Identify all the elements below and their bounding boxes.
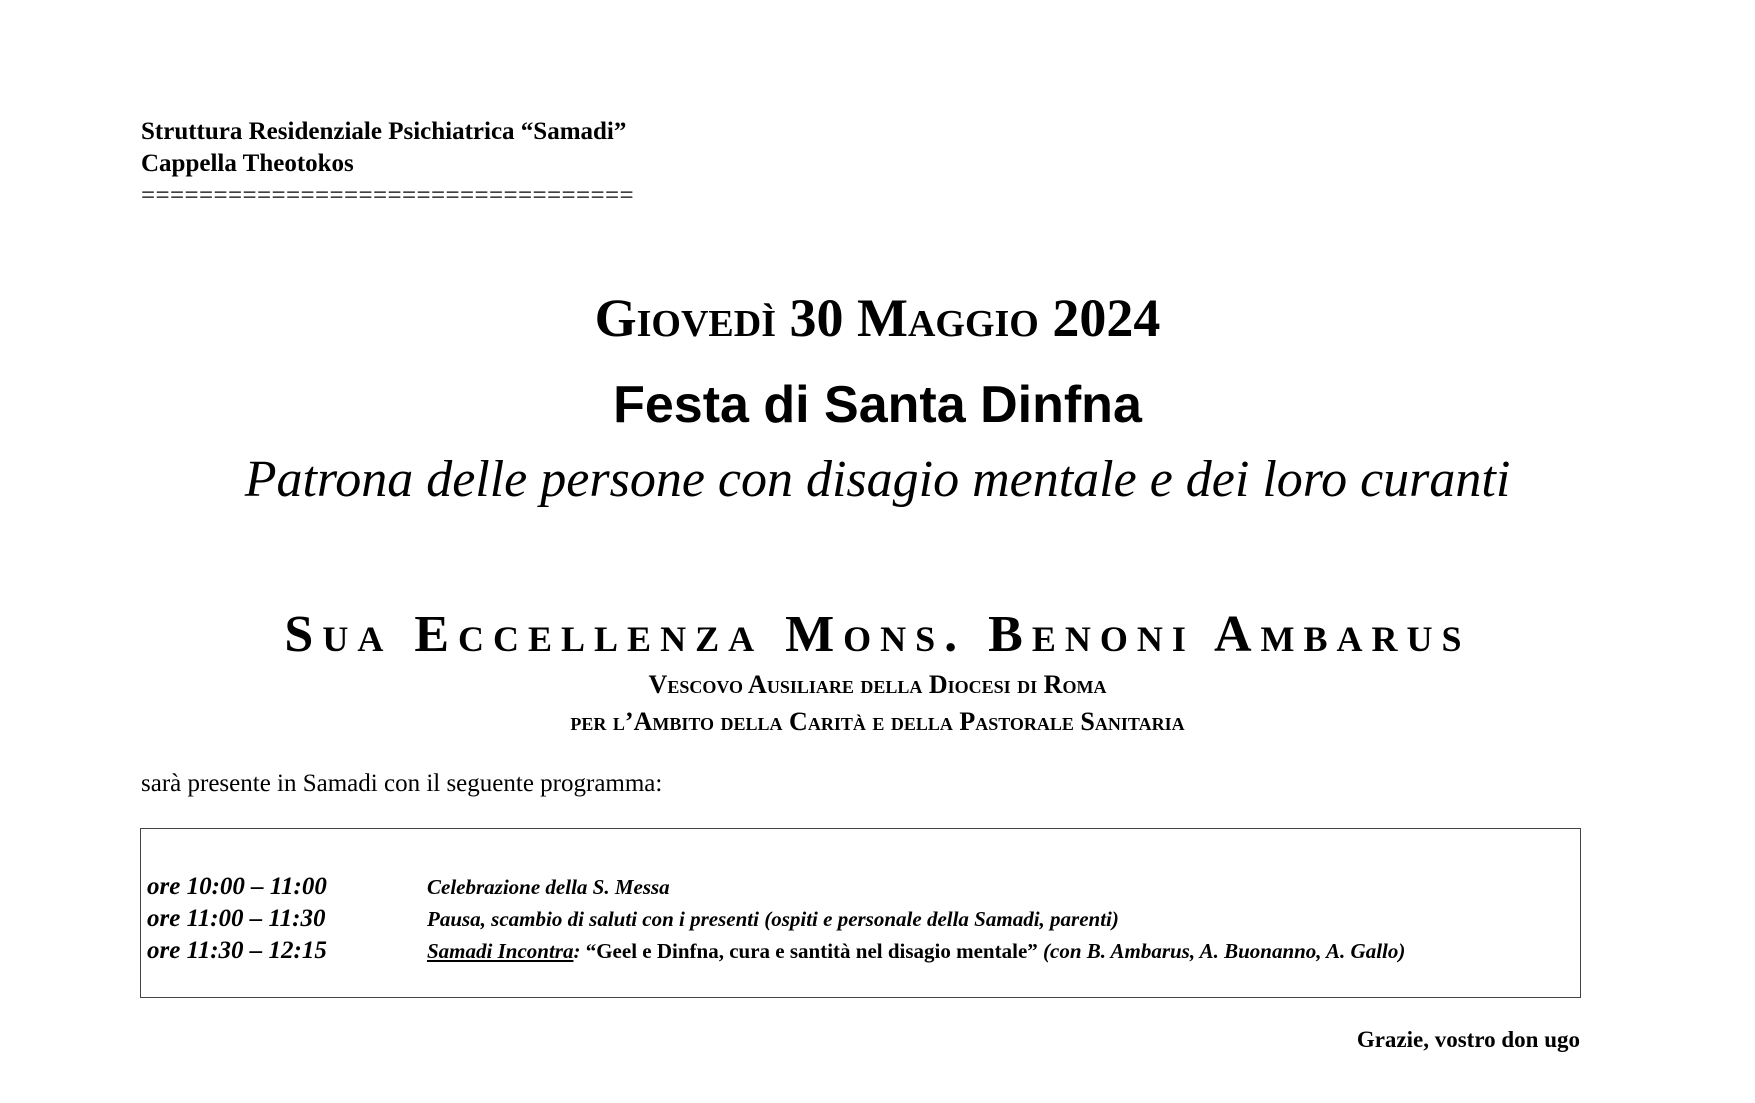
program-description: Celebrazione della S. Messa (427, 875, 670, 899)
program-description (427, 935, 1405, 967)
institution-header (141, 116, 634, 212)
program-separator: : (573, 939, 586, 963)
separator-rule: ================================== (141, 182, 634, 209)
program-time: ore 10:00 – 11:00 (147, 873, 327, 900)
program-box (140, 828, 1581, 998)
patron-subtitle: Patrona delle persone con disagio mentale e dei loro curanti (244, 451, 1511, 508)
program-intro: sarà presente in Samadi con il seguente programma: (141, 770, 663, 797)
program-event-label: Samadi Incontra (427, 939, 574, 963)
guest-role-line-2: per l’Ambito della Carità e della Pastorale Sanitaria (570, 707, 1185, 736)
program-description: Pausa, scambio di saluti con i presenti (ospiti e personale della Samadi, parenti) (427, 907, 1119, 931)
institution-name: Struttura Residenziale Psichiatrica “Samadi” (141, 118, 627, 145)
event-date: Giovedì 30 Maggio 2024 (594, 288, 1161, 348)
program-speakers: (con B. Ambarus, A. Buonanno, A. Gallo) (1037, 939, 1406, 963)
feast-title: Festa di Santa Dinfna (613, 376, 1142, 434)
guest-role-line-1: Vescovo Ausiliare della Diocesi di Roma (648, 670, 1107, 699)
program-event-title: “Geel e Dinfna, cura e santità nel disagio mentale” (585, 939, 1038, 963)
program-time: ore 11:00 – 11:30 (147, 905, 326, 932)
signature: Grazie, vostro don ugo (1356, 1027, 1580, 1052)
guest-name: Sua Eccellenza Mons. Benoni Ambarus (284, 606, 1471, 663)
program-time: ore 11:30 – 12:15 (147, 937, 327, 964)
chapel-name: Cappella Theotokos (141, 150, 354, 177)
